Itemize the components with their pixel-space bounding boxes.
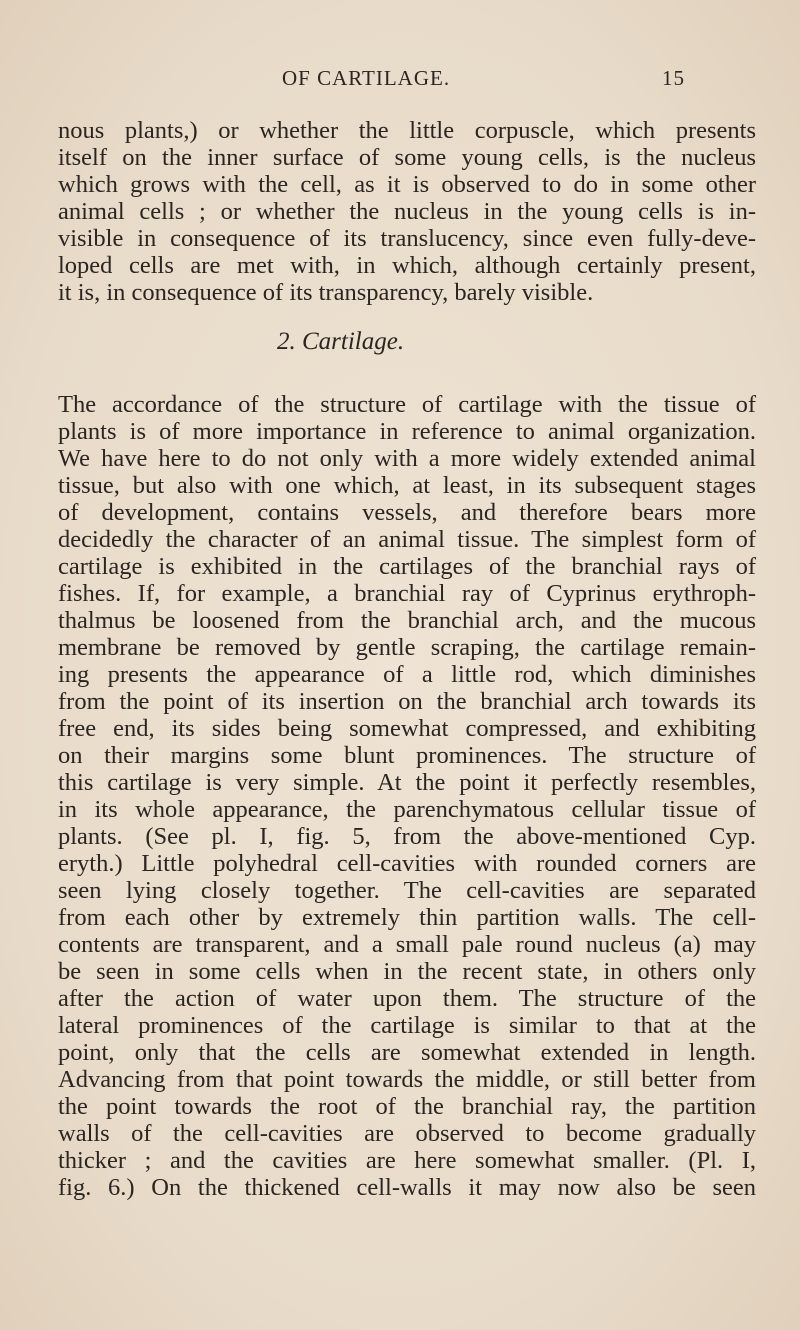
text-line: nous plants,) or whether the little corpuscle, which presents <box>58 117 756 144</box>
text-line: be seen in some cells when in the recent state, in others only <box>58 958 756 985</box>
text-line: this cartilage is very simple. At the point it perfectly resembles, <box>58 769 756 796</box>
text-line: lateral prominences of the cartilage is similar to that at the <box>58 1012 756 1039</box>
text-line: eryth.) Little polyhedral cell-cavities with rounded corners are <box>58 850 756 877</box>
text-line: Advancing from that point towards the middle, or still better from <box>58 1066 756 1093</box>
page-number: 15 <box>662 66 685 90</box>
text-line: it is, in consequence of its transparency, barely visible. <box>58 279 594 306</box>
running-title: OF CARTILAGE. <box>282 66 451 90</box>
text-line: fishes. If, for example, a branchial ray of Cyprinus erythroph- <box>58 580 756 607</box>
running-header <box>0 66 800 96</box>
text-line: from each other by extremely thin partition walls. The cell- <box>58 904 756 931</box>
text-line: fig. 6.) On the thickened cell-walls it may now also be seen <box>58 1174 756 1201</box>
section-heading: 2. Cartilage. <box>277 328 405 355</box>
text-line: decidedly the character of an animal tissue. The simplest form of <box>58 526 756 553</box>
text-line: of development, contains vessels, and therefore bears more <box>58 499 756 526</box>
text-line: plants. (See pl. I, fig. 5, from the above-mentioned Cyp. <box>58 823 756 850</box>
text-line: walls of the cell-cavities are observed to become gradually <box>58 1120 756 1147</box>
text-line: from the point of its insertion on the branchial arch towards its <box>58 688 756 715</box>
text-line: seen lying closely together. The cell-cavities are separated <box>58 877 756 904</box>
text-line: which grows with the cell, as it is observed to do in some other <box>58 171 756 198</box>
text-line: The accordance of the structure of cartilage with the tissue of <box>58 391 756 418</box>
text-line: membrane be removed by gentle scraping, the cartilage remain- <box>58 634 756 661</box>
text-line: visible in consequence of its translucency, since even fully-deve- <box>58 225 756 252</box>
text-line: thicker ; and the cavities are here somewhat smaller. (Pl. I, <box>58 1147 756 1174</box>
text-line: free end, its sides being somewhat compressed, and exhibiting <box>58 715 756 742</box>
text-line: tissue, but also with one which, at least, in its subsequent stages <box>58 472 756 499</box>
text-line: after the action of water upon them. The structure of the <box>58 985 756 1012</box>
text-line: the point towards the root of the branchial ray, the partition <box>58 1093 756 1120</box>
text-line: animal cells ; or whether the nucleus in the young cells is in- <box>58 198 756 225</box>
text-line: cartilage is exhibited in the cartilages of the branchial rays of <box>58 553 756 580</box>
text-line: We have here to do not only with a more widely extended animal <box>58 445 756 472</box>
cartilage-paragraph <box>58 391 756 1201</box>
text-line: thalmus be loosened from the branchial arch, and the mucous <box>58 607 756 634</box>
text-line: point, only that the cells are somewhat extended in length. <box>58 1039 756 1066</box>
text-line: plants is of more importance in reference to animal organization. <box>58 418 756 445</box>
text-line: itself on the inner surface of some young cells, is the nucleus <box>58 144 756 171</box>
text-line: on their margins some blunt prominences. The structure of <box>58 742 756 769</box>
text-line: contents are transparent, and a small pale round nucleus (a) may <box>58 931 756 958</box>
text-line: ing presents the appearance of a little rod, which diminishes <box>58 661 756 688</box>
text-line: in its whole appearance, the parenchymatous cellular tissue of <box>58 796 756 823</box>
text-line: loped cells are met with, in which, although certainly present, <box>58 252 756 279</box>
intro-paragraph <box>58 117 756 306</box>
